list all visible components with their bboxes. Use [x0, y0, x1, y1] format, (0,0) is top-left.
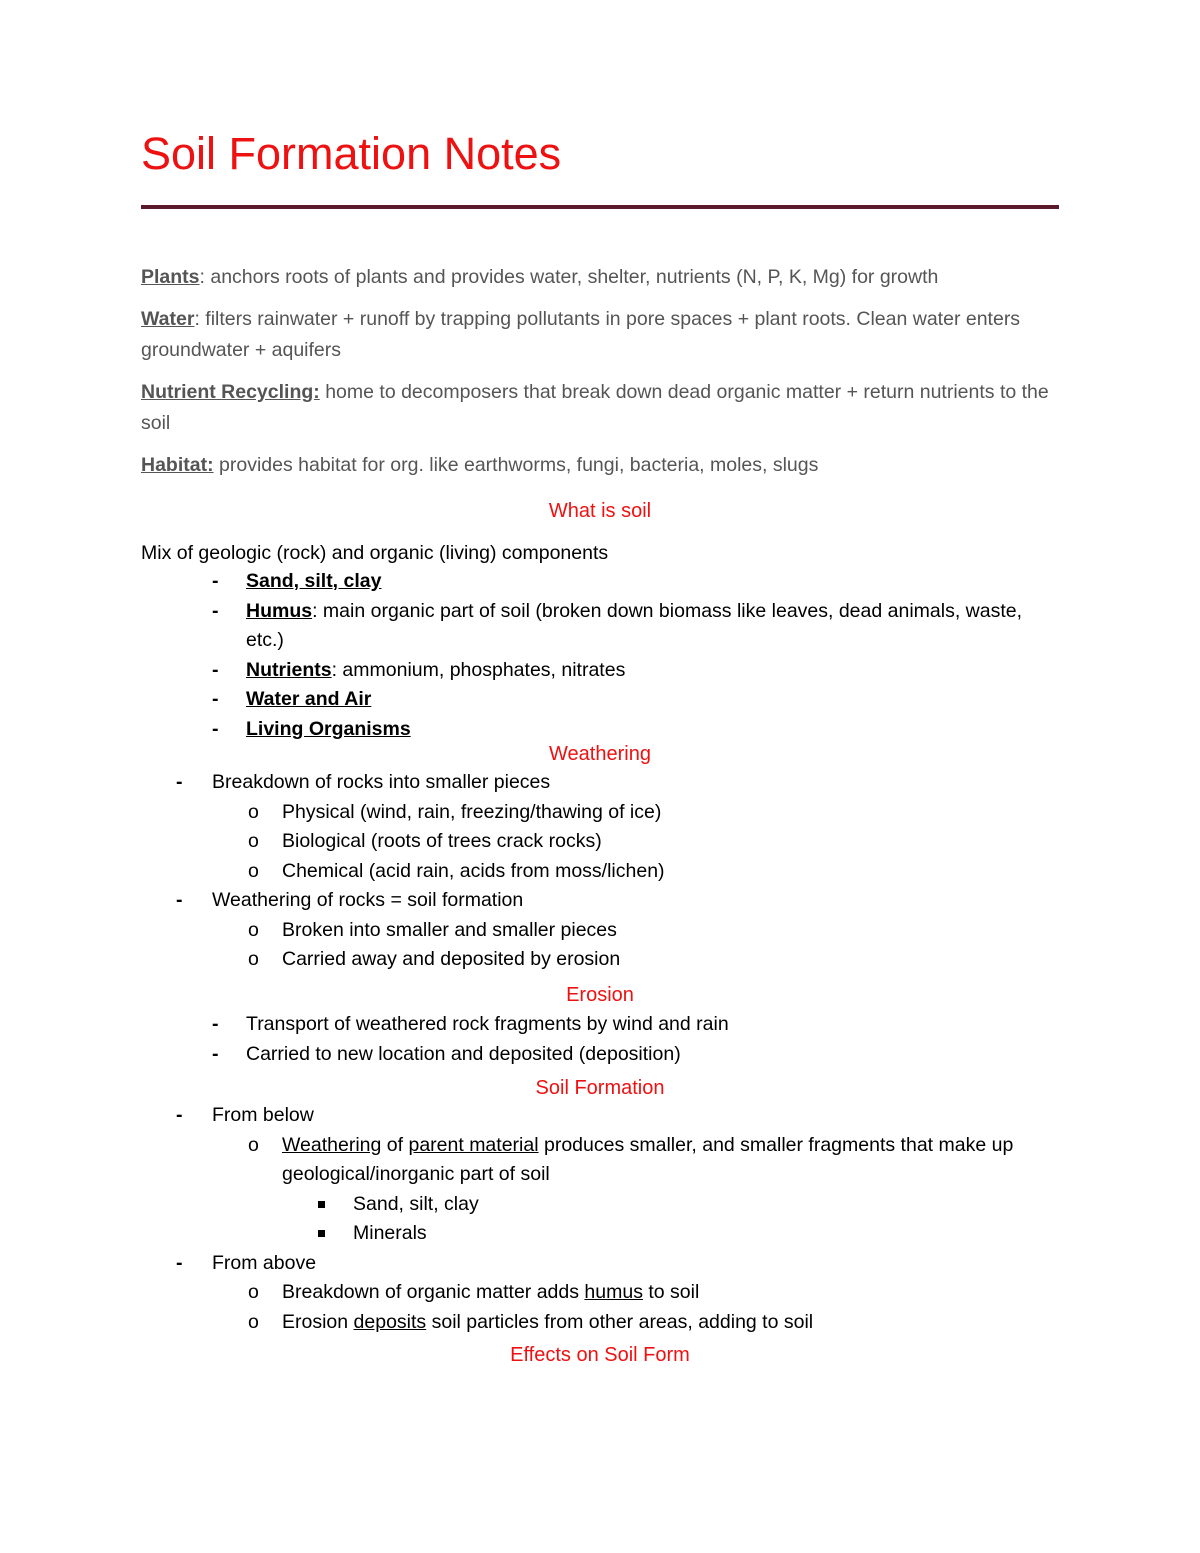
item-term: Water and Air — [246, 688, 372, 710]
sub-list-item — [212, 857, 1062, 887]
title-divider — [141, 205, 1059, 209]
definition-term: Water — [141, 308, 195, 330]
item-text: Breakdown of rocks into smaller pieces — [212, 771, 551, 793]
item-text: Erosion — [282, 1310, 354, 1333]
circle-bullet: o — [248, 1281, 259, 1303]
soil-intro-text: Mix of geologic (rock) and organic (living) components — [141, 542, 609, 564]
item-text: Broken into smaller and smaller pieces — [282, 918, 617, 941]
dash-bullet: - — [176, 889, 183, 911]
section-heading-erosion: Erosion — [566, 984, 634, 1006]
definition-text: : filters rainwater + runoff by trapping pollutants in pore spaces + plant roots. Clean water enters groundwater + aquifers — [141, 308, 1021, 361]
list-item — [176, 886, 1062, 916]
circle-bullet: o — [248, 859, 259, 882]
item-text: Weathering of rocks = soil formation — [212, 889, 524, 911]
sub-sub-list-item — [212, 1219, 1062, 1249]
definition-term: Plants — [141, 266, 200, 288]
item-text: soil particles from other areas, adding to soil — [426, 1310, 814, 1333]
dash-bullet: - — [212, 717, 219, 740]
sub-list-item — [212, 798, 1062, 828]
dash-bullet: - — [176, 1251, 183, 1274]
sub-list-item — [212, 1278, 1062, 1308]
item-text: produces smaller, and smaller fragments that make up geological/inorganic part of soil — [282, 1133, 1014, 1185]
list-item — [212, 597, 1046, 656]
definition-term: Nutrient Recycling: — [141, 381, 320, 403]
dash-bullet: - — [176, 771, 183, 793]
item-text: : main organic part of soil (broken down biomass like leaves, dead animals, waste, etc.) — [246, 599, 1023, 651]
item-text: Carried to new location and deposited (deposition) — [246, 1042, 681, 1065]
dash-bullet: - — [212, 1042, 219, 1065]
soil-components-list — [212, 567, 1046, 744]
circle-bullet: o — [248, 948, 259, 970]
section-heading-effects: Effects on Soil Form — [510, 1344, 690, 1366]
circle-bullet: o — [248, 918, 259, 941]
item-text: Physical (wind, rain, freezing/thawing of ice) — [282, 800, 662, 823]
list-item — [176, 1249, 1062, 1279]
section-heading-what-is-soil: What is soil — [548, 500, 652, 522]
sub-list-item — [212, 945, 1062, 975]
dash-bullet: - — [212, 658, 219, 681]
definition-habitat — [141, 450, 1061, 481]
list-item — [212, 567, 1046, 597]
section-heading-soil-formation: Soil Formation — [535, 1077, 665, 1099]
item-text: From below — [212, 1104, 314, 1126]
item-text: Minerals — [353, 1222, 427, 1244]
item-text: Breakdown of organic matter adds — [282, 1281, 585, 1303]
item-term: Living Organisms — [246, 717, 411, 740]
definition-text: home to decomposers that break down dead organic matter + return nutrients to the soil — [141, 381, 1049, 434]
square-bullet — [318, 1201, 325, 1208]
underlined-term: deposits — [353, 1310, 427, 1333]
list-item — [176, 1101, 1062, 1131]
item-term: Humus — [246, 599, 313, 622]
sub-sub-list-item — [212, 1190, 1062, 1220]
underlined-term: Weathering — [282, 1133, 382, 1156]
item-text: Chemical (acid rain, acids from moss/lichen) — [282, 859, 665, 882]
item-text: to soil — [642, 1281, 700, 1303]
item-text: Sand, silt, clay — [353, 1192, 479, 1215]
item-text: Carried away and deposited by erosion — [282, 948, 621, 970]
sub-list-item — [212, 827, 1062, 857]
circle-bullet: o — [248, 800, 259, 823]
item-term: Sand, silt, clay — [246, 570, 382, 592]
definition-water — [141, 304, 1061, 366]
sub-list-item — [212, 1308, 1062, 1338]
list-item — [212, 1040, 1066, 1070]
item-text: : ammonium, phosphates, nitrates — [331, 658, 626, 681]
circle-bullet: o — [248, 1310, 259, 1333]
dash-bullet: - — [212, 688, 219, 710]
square-bullet — [318, 1230, 325, 1237]
list-item — [212, 1010, 1066, 1040]
weathering-list — [176, 768, 1062, 975]
item-term: Nutrients — [246, 658, 332, 681]
dash-bullet: - — [212, 1013, 219, 1035]
underlined-term: humus — [584, 1281, 643, 1303]
definitions-section — [141, 262, 1061, 492]
item-text: of — [381, 1133, 409, 1156]
section-heading-weathering: Weathering — [549, 743, 651, 765]
definition-plants — [141, 262, 1061, 293]
item-text: From above — [212, 1251, 317, 1274]
circle-bullet: o — [248, 830, 259, 852]
sub-list-item — [212, 916, 1062, 946]
dash-bullet: - — [212, 570, 219, 592]
page-title: Soil Formation Notes — [141, 128, 562, 179]
definition-nutrient-recycling — [141, 377, 1061, 439]
soil-formation-list — [176, 1101, 1062, 1337]
item-text: Transport of weathered rock fragments by wind and rain — [246, 1013, 729, 1035]
list-item — [212, 656, 1046, 686]
circle-bullet: o — [248, 1133, 259, 1156]
sub-list-item — [212, 1131, 1062, 1190]
list-item — [176, 768, 1062, 798]
definition-text: provides habitat for org. like earthworms, fungi, bacteria, moles, slugs — [213, 454, 819, 476]
definition-text: : anchors roots of plants and provides water, shelter, nutrients (N, P, K, Mg) for growth — [199, 266, 939, 288]
item-text: Biological (roots of trees crack rocks) — [282, 830, 602, 852]
definition-term: Habitat: — [141, 454, 214, 476]
underlined-term: parent material — [408, 1133, 539, 1156]
list-item — [212, 685, 1046, 715]
erosion-list — [212, 1010, 1066, 1069]
dash-bullet: - — [176, 1104, 183, 1126]
dash-bullet: - — [212, 599, 219, 622]
